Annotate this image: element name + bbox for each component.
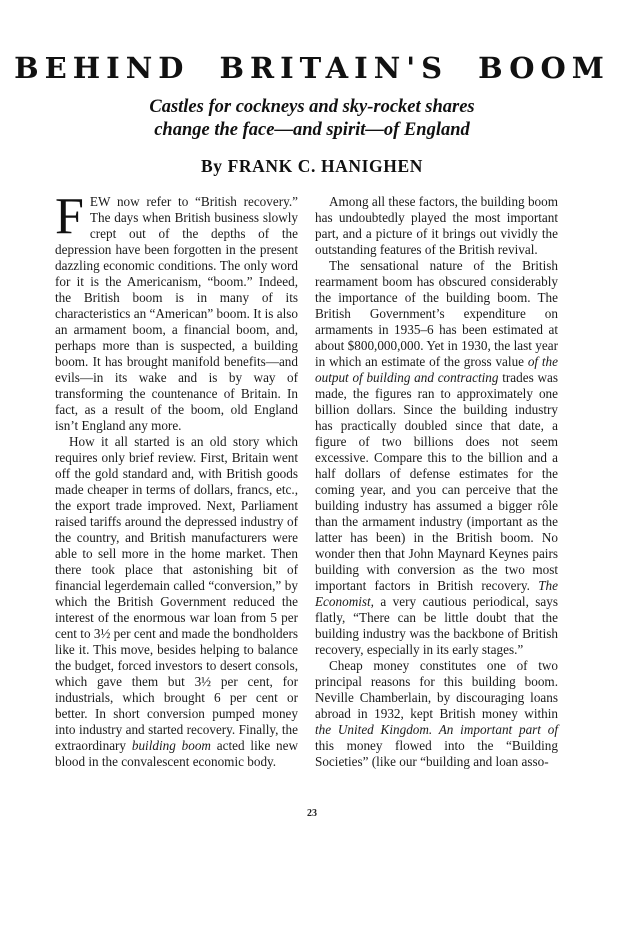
paragraph-text: How it all started is an old story which requires only brief review. First, Britain went off the gold standard and, with British goods made cheaper in terms of dollars, francs, etc., the export trade improved. Next, Parliament raised tariffs around the depressed industry of the country, and British manufacturers were able to sell more in the home market. Then there took place that astonishing bit of financial legerdemain called “conversion,” by which the British Government reduced the interest of the enormous war loan from 5 per cent to 3½ per cent and made the bondholders like it. This move, besides helping to balance the budget, forced investors to desert consols, which gave them but 3½ per cent, for industrials, which brought 6 per cent or better. In short conversion pumped money into industry and started recovery. Finally, the extraordinary xyxy=(55,434,298,753)
article-subtitle xyxy=(0,96,624,142)
right-column xyxy=(315,194,558,770)
paragraph xyxy=(315,658,558,770)
page-number: 23 xyxy=(307,808,317,819)
paragraph-text: this money flowed into the “Building Societies” (like our “building and loan asso- xyxy=(315,738,558,769)
paragraph xyxy=(315,194,558,258)
paragraph xyxy=(315,258,558,658)
paragraph-text: a very cautious periodical, says flatly, “There can be little doubt that the building industry was the backbone of British recovery, especially in its early stages.” xyxy=(315,594,559,657)
left-column xyxy=(55,188,298,770)
paragraph-text: Cheap money constitutes one of two principal reasons for this building boom. Neville Chamberlain, by discouraging loans abroad in 1932, kept British money within xyxy=(315,658,558,721)
article-title: BEHIND BRITAIN'S BOOM xyxy=(14,51,610,85)
paragraph-text: Among all these factors, the building boom has undoubtedly played the most important part, and a picture of it brings out vividly the outstanding features of the British revival. xyxy=(315,194,558,257)
byline: By FRANK C. HANIGHEN xyxy=(200,156,423,176)
subtitle-line-1: Castles for cockneys and sky-rocket shares xyxy=(149,97,475,117)
subtitle-line-2: change the face—and spirit—of England xyxy=(154,120,470,140)
drop-cap: F xyxy=(55,188,84,245)
emphasis-text: the United Kingdom. An important part of xyxy=(315,722,558,737)
emphasis-text: building boom xyxy=(131,738,211,753)
paragraph-text: The sensational nature of the British rearmament boom has obscured considerably the importance of the building boom. The British Government’s expenditure on armaments in 1935–6 has been estimated at about $800,000,000. Yet in 1930, the last year in which an estimate of the gross value xyxy=(315,258,558,369)
paragraph-text: acted like new blood in the convalescent economic body. xyxy=(55,738,298,769)
paragraph-text: EW now refer to “British recovery.” The days when British business slowly crept out of the depths of the depression have been forgotten in the present dazzling economic conditions. The only word for it is the Americanism, “boom.” Indeed, the British boom is in many of its characteristics an “American” boom. It is also an armament boom, a financial boom, and, perhaps more than is suspected, a building boom. It has brought manifold benefits—and evils—in its wake and is by way of transforming the countenance of Britain. In fact, as a result of the boom, old England isn’t England any more. xyxy=(55,194,298,433)
emphasis-text: of the output of building and contracting xyxy=(315,354,559,385)
paragraph xyxy=(55,188,298,434)
paragraph xyxy=(55,434,298,770)
paragraph-text: trades was made, the figures ran to approximately one billion dollars. Since the building industry has practically doubled since that date, a figure of two billions does not seem excessive. Compare this to the billion and a half dollars of defense estimates for the coming year, and you can perceive that the building industry has assumed a bigger rôle than the armament industry (important as the latter has been) in the British boom. No wonder then that John Maynard Keynes pairs building with conversion as the two most important factors in British recovery. xyxy=(315,370,558,593)
publication-title: The Economist, xyxy=(315,578,558,609)
